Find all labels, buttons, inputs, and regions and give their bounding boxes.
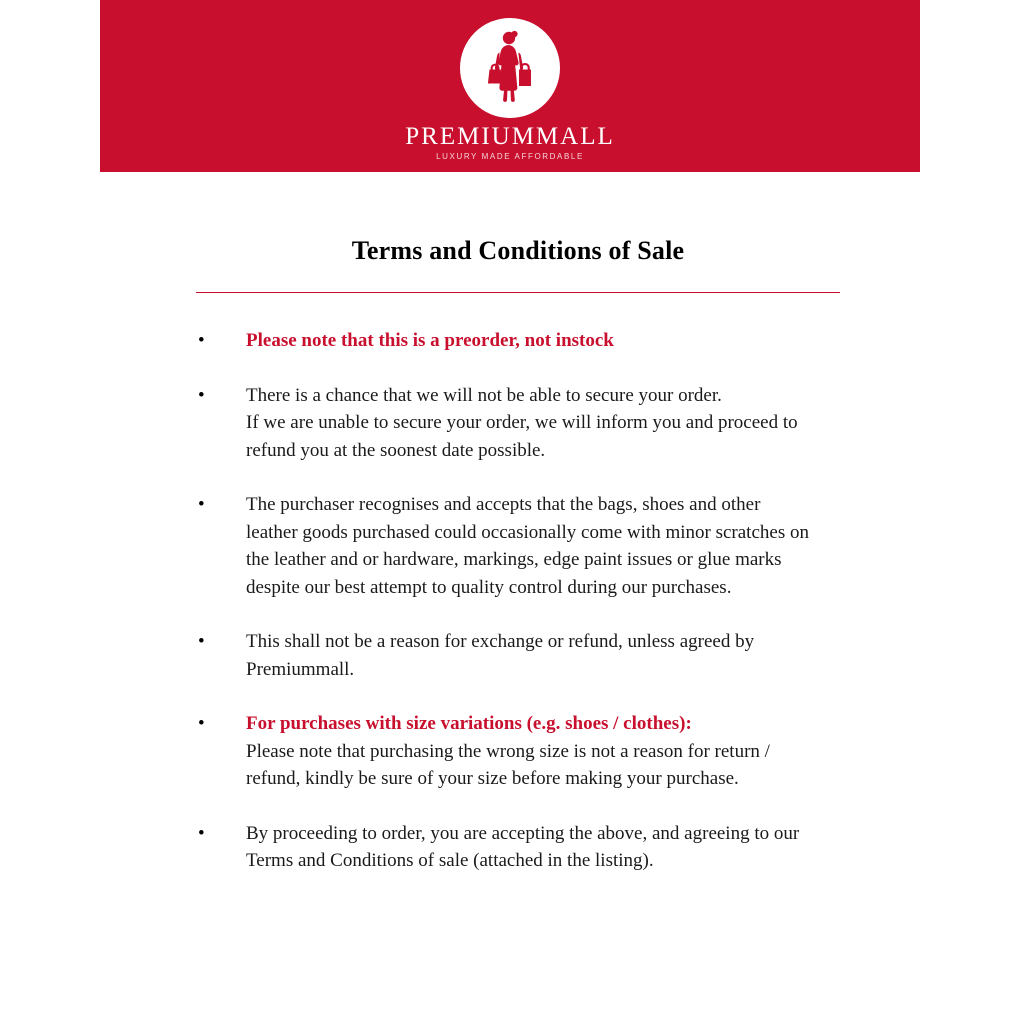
list-item-line: Terms and Conditions of sale (attached in the listing).	[246, 850, 654, 871]
list-item-text	[246, 820, 840, 875]
bullet-marker: •	[198, 822, 205, 844]
terms-document	[196, 236, 840, 902]
bullet-marker: •	[198, 384, 205, 406]
bullet-marker: •	[198, 330, 205, 351]
brand-logo	[405, 18, 615, 161]
list-item-line: This shall not be a reason for exchange or refund, unless agreed by	[246, 631, 755, 652]
list-item-text	[246, 628, 840, 683]
list-item-text	[246, 710, 840, 793]
list-item-line: the leather and or hardware, markings, edge paint issues or glue marks	[246, 549, 782, 570]
list-item-text	[246, 327, 840, 355]
brand-header-banner	[100, 0, 920, 172]
list-item	[196, 820, 840, 875]
list-item	[196, 491, 840, 601]
list-item-line: By proceeding to order, you are accepting the above, and agreeing to our	[246, 822, 800, 844]
brand-name: PREMIUMMALL	[405, 122, 615, 150]
list-item-text	[246, 491, 840, 601]
list-item-line: Please note that purchasing the wrong size is not a reason for return /	[246, 740, 770, 762]
list-item-heading: For purchases with size variations (e.g. shoes / clothes):	[246, 713, 692, 734]
list-item-text	[246, 382, 840, 465]
list-item-line: Premiummall.	[246, 658, 355, 680]
list-item-line: despite our best attempt to quality control during our purchases.	[246, 576, 732, 598]
brand-tagline: LUXURY MADE AFFORDABLE	[436, 151, 584, 161]
bullet-marker: •	[198, 713, 205, 734]
woman-with-handbag-icon	[460, 18, 560, 118]
list-item-line: The purchaser recognises and accepts that the bags, shoes and other	[246, 494, 761, 515]
list-item-line: If we are unable to secure your order, we will inform you and proceed to	[246, 412, 798, 433]
page-title: Terms and Conditions of Sale	[351, 236, 685, 265]
bullet-marker: •	[198, 494, 205, 515]
list-item	[196, 628, 840, 683]
terms-bullet-list	[196, 327, 840, 875]
list-item	[196, 710, 840, 793]
list-item-line: Please note that this is a preorder, not instock	[246, 330, 614, 351]
list-item-line: There is a chance that we will not be able to secure your order.	[246, 384, 722, 406]
list-item-line: refund, kindly be sure of your size before making your purchase.	[246, 768, 739, 789]
list-item-line: leather goods purchased could occasionally come with minor scratches on	[246, 521, 809, 543]
title-divider	[196, 292, 840, 293]
list-item-line: refund you at the soonest date possible.	[246, 439, 546, 461]
list-item	[196, 382, 840, 465]
list-item	[196, 327, 840, 355]
bullet-marker: •	[198, 631, 205, 652]
